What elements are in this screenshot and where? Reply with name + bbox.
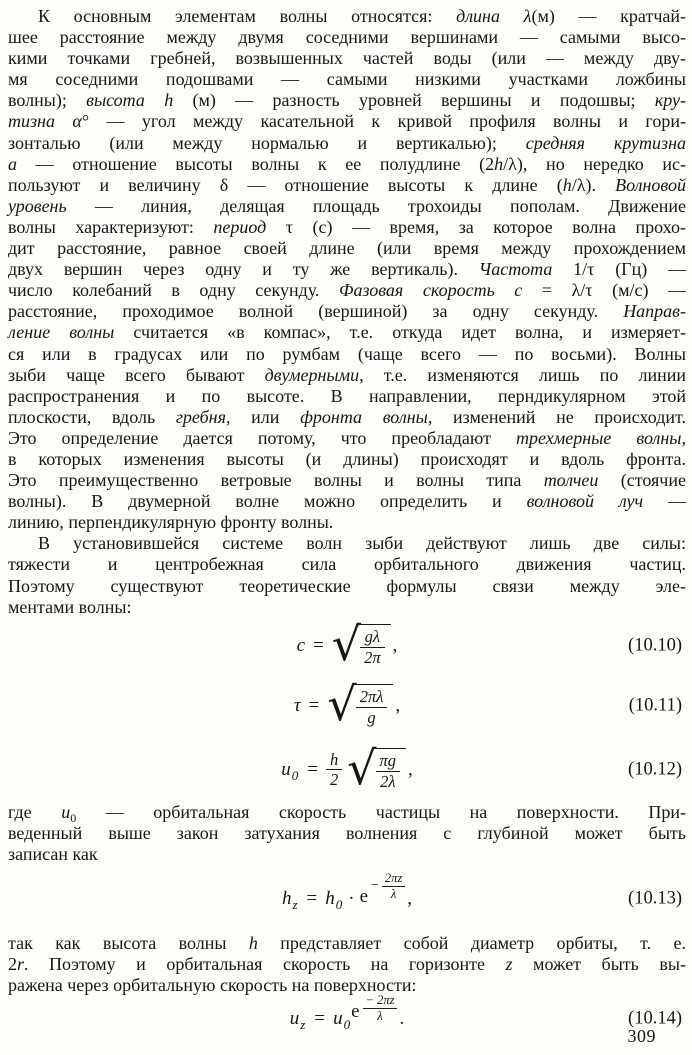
emphasized-text: кру- [654,90,687,111]
text-run: волны). В двумерной волне можно определить и [8,491,527,512]
equation-body [281,740,413,795]
math-subscript: z [292,897,298,912]
punctuation: , [392,634,398,656]
text-line [8,154,686,175]
text-run: шее расстояние между двумя соседними вершинами — самыми высо- [8,27,686,48]
emphasized-text: h [248,933,258,953]
text-line [8,554,686,575]
punctuation: , [408,758,413,780]
equation-10-12 [8,738,686,802]
emphasized-text: z [505,954,513,975]
emphasized-text: r [17,954,25,975]
text-run: веденный выше закон затухания волнения с глубиной может быть [8,822,686,843]
math-subscript: z [300,1017,306,1033]
text-line [8,597,686,618]
equation-number: (10.12) [628,759,682,780]
math-variable: τ [293,694,301,716]
text-line [8,111,686,132]
emphasized-text: u [61,801,71,822]
equation-10-10 [8,618,686,674]
exp-base: e [351,1001,360,1023]
text-run: (м) — кратчай- [531,6,686,26]
text-line [8,280,686,301]
paragraph-orbit-diameter [8,933,686,996]
emphasized-text: длина λ [456,6,532,26]
text-line [8,386,686,407]
square-root: √ $\frac{2\pi\lambda}{g}$ [327,684,393,727]
text-line [8,407,686,428]
equation-number: (10.14) [628,1008,682,1029]
math-operator: = [306,888,318,909]
emphasized-text: тизна α [8,111,82,132]
text-run: , или [225,406,301,427]
text-line [8,301,686,322]
emphasized-text: ление волны [8,322,115,343]
exponent [371,871,405,902]
emphasized-text: Частота [478,259,553,280]
math-operator: = [307,758,318,780]
text-run: считается «в компас», т.е. откуда идет волна, и измеряет- [114,322,686,343]
text-line [8,259,686,280]
text-line [8,823,686,844]
text-line [8,512,686,533]
punctuation: , [407,888,413,909]
text-run: плоскости, вдоль [8,406,176,427]
text-line [8,844,686,865]
text-run: τ (с) — время, за которое волна прохо- [266,216,686,237]
text-run: кими точками гребней, возвышенных частей воды (или — между дву- [8,48,686,69]
punctuation: , [395,694,401,716]
text-run: может быть вы- [512,954,686,975]
text-run: линию, перпендикулярную фронту волны. [8,512,334,533]
math-variable: c [296,634,306,656]
text-line [8,975,686,996]
text-run: зыби чаще всего бывают [8,364,265,385]
text-run: 1/τ (Гц) — [552,259,686,280]
text-run: = λ/τ (м/с) — [522,280,687,301]
radicand [352,684,394,727]
emphasized-text: a [8,153,17,174]
emphasized-text: фронта волны [300,406,428,427]
math-variable: $h_z$ [281,888,298,912]
text-line [8,491,686,512]
emphasized-text: h [562,174,572,195]
text-line [8,428,686,449]
punctuation: . [399,1008,405,1030]
text-run: где [8,801,62,822]
text-line [8,344,686,365]
page-number: 309 [627,1026,656,1046]
text-line [8,365,686,386]
text-line [8,175,686,196]
text-line [8,449,686,470]
emphasized-text: толчеи [543,470,599,491]
text-line [8,238,686,259]
text-line [8,533,686,554]
emphasized-text: средняя крутизна [525,132,686,153]
text-run: Поэтому существуют теоретические формулы связи между эле- [8,575,686,596]
text-run: зонталью (или между нормалью и вертикалью); [8,132,526,153]
text-line [8,48,686,69]
math-subscript: 0 [335,897,343,912]
equation-body [296,616,398,671]
equation-10-14 [8,993,686,1042]
math-variable: $u_z$ [289,1008,306,1033]
equation-number: (10.10) [628,635,682,656]
text-run: . Поэтому и орбитальная скорость на горизонте [24,954,506,975]
text-run: , т.е. изменяются лишь по линии [359,364,686,385]
text-run: ° — угол между касательной к кривой профиля волны и гори- [81,111,686,132]
text-run: 2 [8,954,17,975]
text-run: волны характеризуют: [8,216,214,237]
text-run: , изменений не происходит. [427,406,687,427]
radicand [372,748,407,791]
emphasized-text: h [494,153,504,174]
text-run: В установившейся системе волн зыби действуют лишь две силы: [38,533,686,554]
fraction: $\frac{g\lambda}{2\pi}$ [360,627,385,667]
math-subscript: 0 [343,1017,351,1033]
subscript-text: 0 [70,810,77,825]
text-run: — отношение высоты волны к ее полудлине (2 [17,153,495,174]
text-line [8,196,686,217]
exp-base: e [359,886,368,907]
paragraph-wave-forces [8,533,686,617]
equation-body [293,676,401,731]
text-line [8,69,686,90]
text-run: — линия, делящая площадь трохоиды пополам. Движение [66,195,686,216]
emphasized-text: волновой луч [526,491,644,512]
emphasized-text: высота h [86,90,174,111]
text-run: Это преимущественно ветровые волны и волны типа [8,470,544,491]
text-run: /λ), но нередко ис- [503,153,686,174]
math-operator: = [308,694,320,716]
equation-10-11 [8,674,686,738]
equation-10-13 [8,865,686,933]
page-text-column [8,6,686,1042]
equation-body [281,870,413,915]
radicand [356,624,391,667]
text-run: — [643,491,687,512]
text-line [8,133,686,154]
paragraph-orbital-speed [8,802,686,865]
text-run: ся или в градусах или по румбам (чаще всего — по восьми). Волны [8,343,686,364]
math-variable: $u_0$ [333,1008,351,1033]
text-line [8,6,686,27]
text-line [8,27,686,48]
text-run: (стоячие [598,470,686,491]
text-line [8,322,686,343]
text-line [8,954,686,975]
equation-number: (10.13) [628,888,682,909]
equation-body [289,993,405,1037]
text-run: дит расстояние, равное своей длине (или время между прохождением [8,238,686,259]
emphasized-text: гребня [175,406,226,427]
emphasized-text: Направ- [623,301,686,322]
emphasized-text: Волновой [615,174,686,195]
text-line [8,933,686,954]
math-operator: = [314,1008,326,1030]
math-variable: $u_0$ [281,758,299,783]
text-run: ражена через орбитальную скорость на поверхности: [8,975,417,996]
fraction: $\frac{2\pi\lambda}{g}$ [356,687,388,727]
math-variable: $h_0$ [325,888,343,912]
text-run: так как высота волны [8,933,249,953]
text-line [8,217,686,238]
math-operator: = [313,634,324,656]
text-line [8,576,686,597]
text-run: пользуют и величину δ — отношение высоты к длине ( [8,174,563,195]
equation-number: (10.11) [628,695,682,716]
text-run: тяжести и центробежная сила орбитального движения частиц. [8,554,686,575]
emphasized-text: двумерными [264,364,360,385]
text-run: в которых изменения высоты (и длины) происходят и вдоль фронта. [8,448,686,469]
fraction: $\frac{\pi g}{2\lambda}$ [376,751,401,791]
fraction: $\frac{- 2\pi z}{\lambda}$ [363,993,398,1024]
emphasized-text: период [213,216,267,237]
minus-sign: − [371,878,379,893]
emphasized-text: трехмерные волны [516,427,682,448]
text-run: число колебаний в одну секунду. [8,280,339,301]
text-line [8,802,686,823]
math-operator: · [348,888,355,909]
text-run: Это определение дается потому, что преобладают [8,427,517,448]
text-run: распространения и по высоте. В направлении, перндикулярном этой [8,385,686,406]
text-run: волны); [8,90,87,111]
fraction: $\frac{2\pi z}{\lambda}$ [382,871,405,902]
text-line [8,470,686,491]
text-run: К основным элементам волны относятся: [38,6,457,26]
text-run: , [681,427,686,448]
text-run: ментами волны: [8,596,132,617]
emphasized-text: Фазовая скорость c [338,280,523,301]
emphasized-text: уровень [8,195,67,216]
text-run: представляет собой диаметр орбиты, т. е. [257,933,687,953]
text-run: мя соседними подошвами — самыми низкими участками ложбины [8,69,686,90]
square-root: √ $\frac{\pi g}{2\lambda}$ [347,748,406,791]
fraction: $\frac{h}{2}$ [326,750,342,790]
text-run: — орбитальная скорость частицы на поверхности. При- [76,801,687,822]
text-run: /λ). [571,174,616,195]
text-run: двух вершин через одну и ту же вертикаль). [8,259,479,280]
text-line [8,90,686,111]
square-root: √ $\frac{g\lambda}{2\pi}$ [332,624,391,667]
exponential-term [359,870,406,915]
paragraph-wave-elements [8,6,686,533]
exponent [363,993,398,1024]
math-subscript: 0 [291,767,299,783]
exponential-term [351,993,397,1037]
text-run: (м) — разность уровней вершины и подошвы; [173,90,655,111]
text-run: расстояние, проходимое волной (вершиной) за одну секунду. [8,301,624,322]
text-run: записан как [8,843,98,864]
